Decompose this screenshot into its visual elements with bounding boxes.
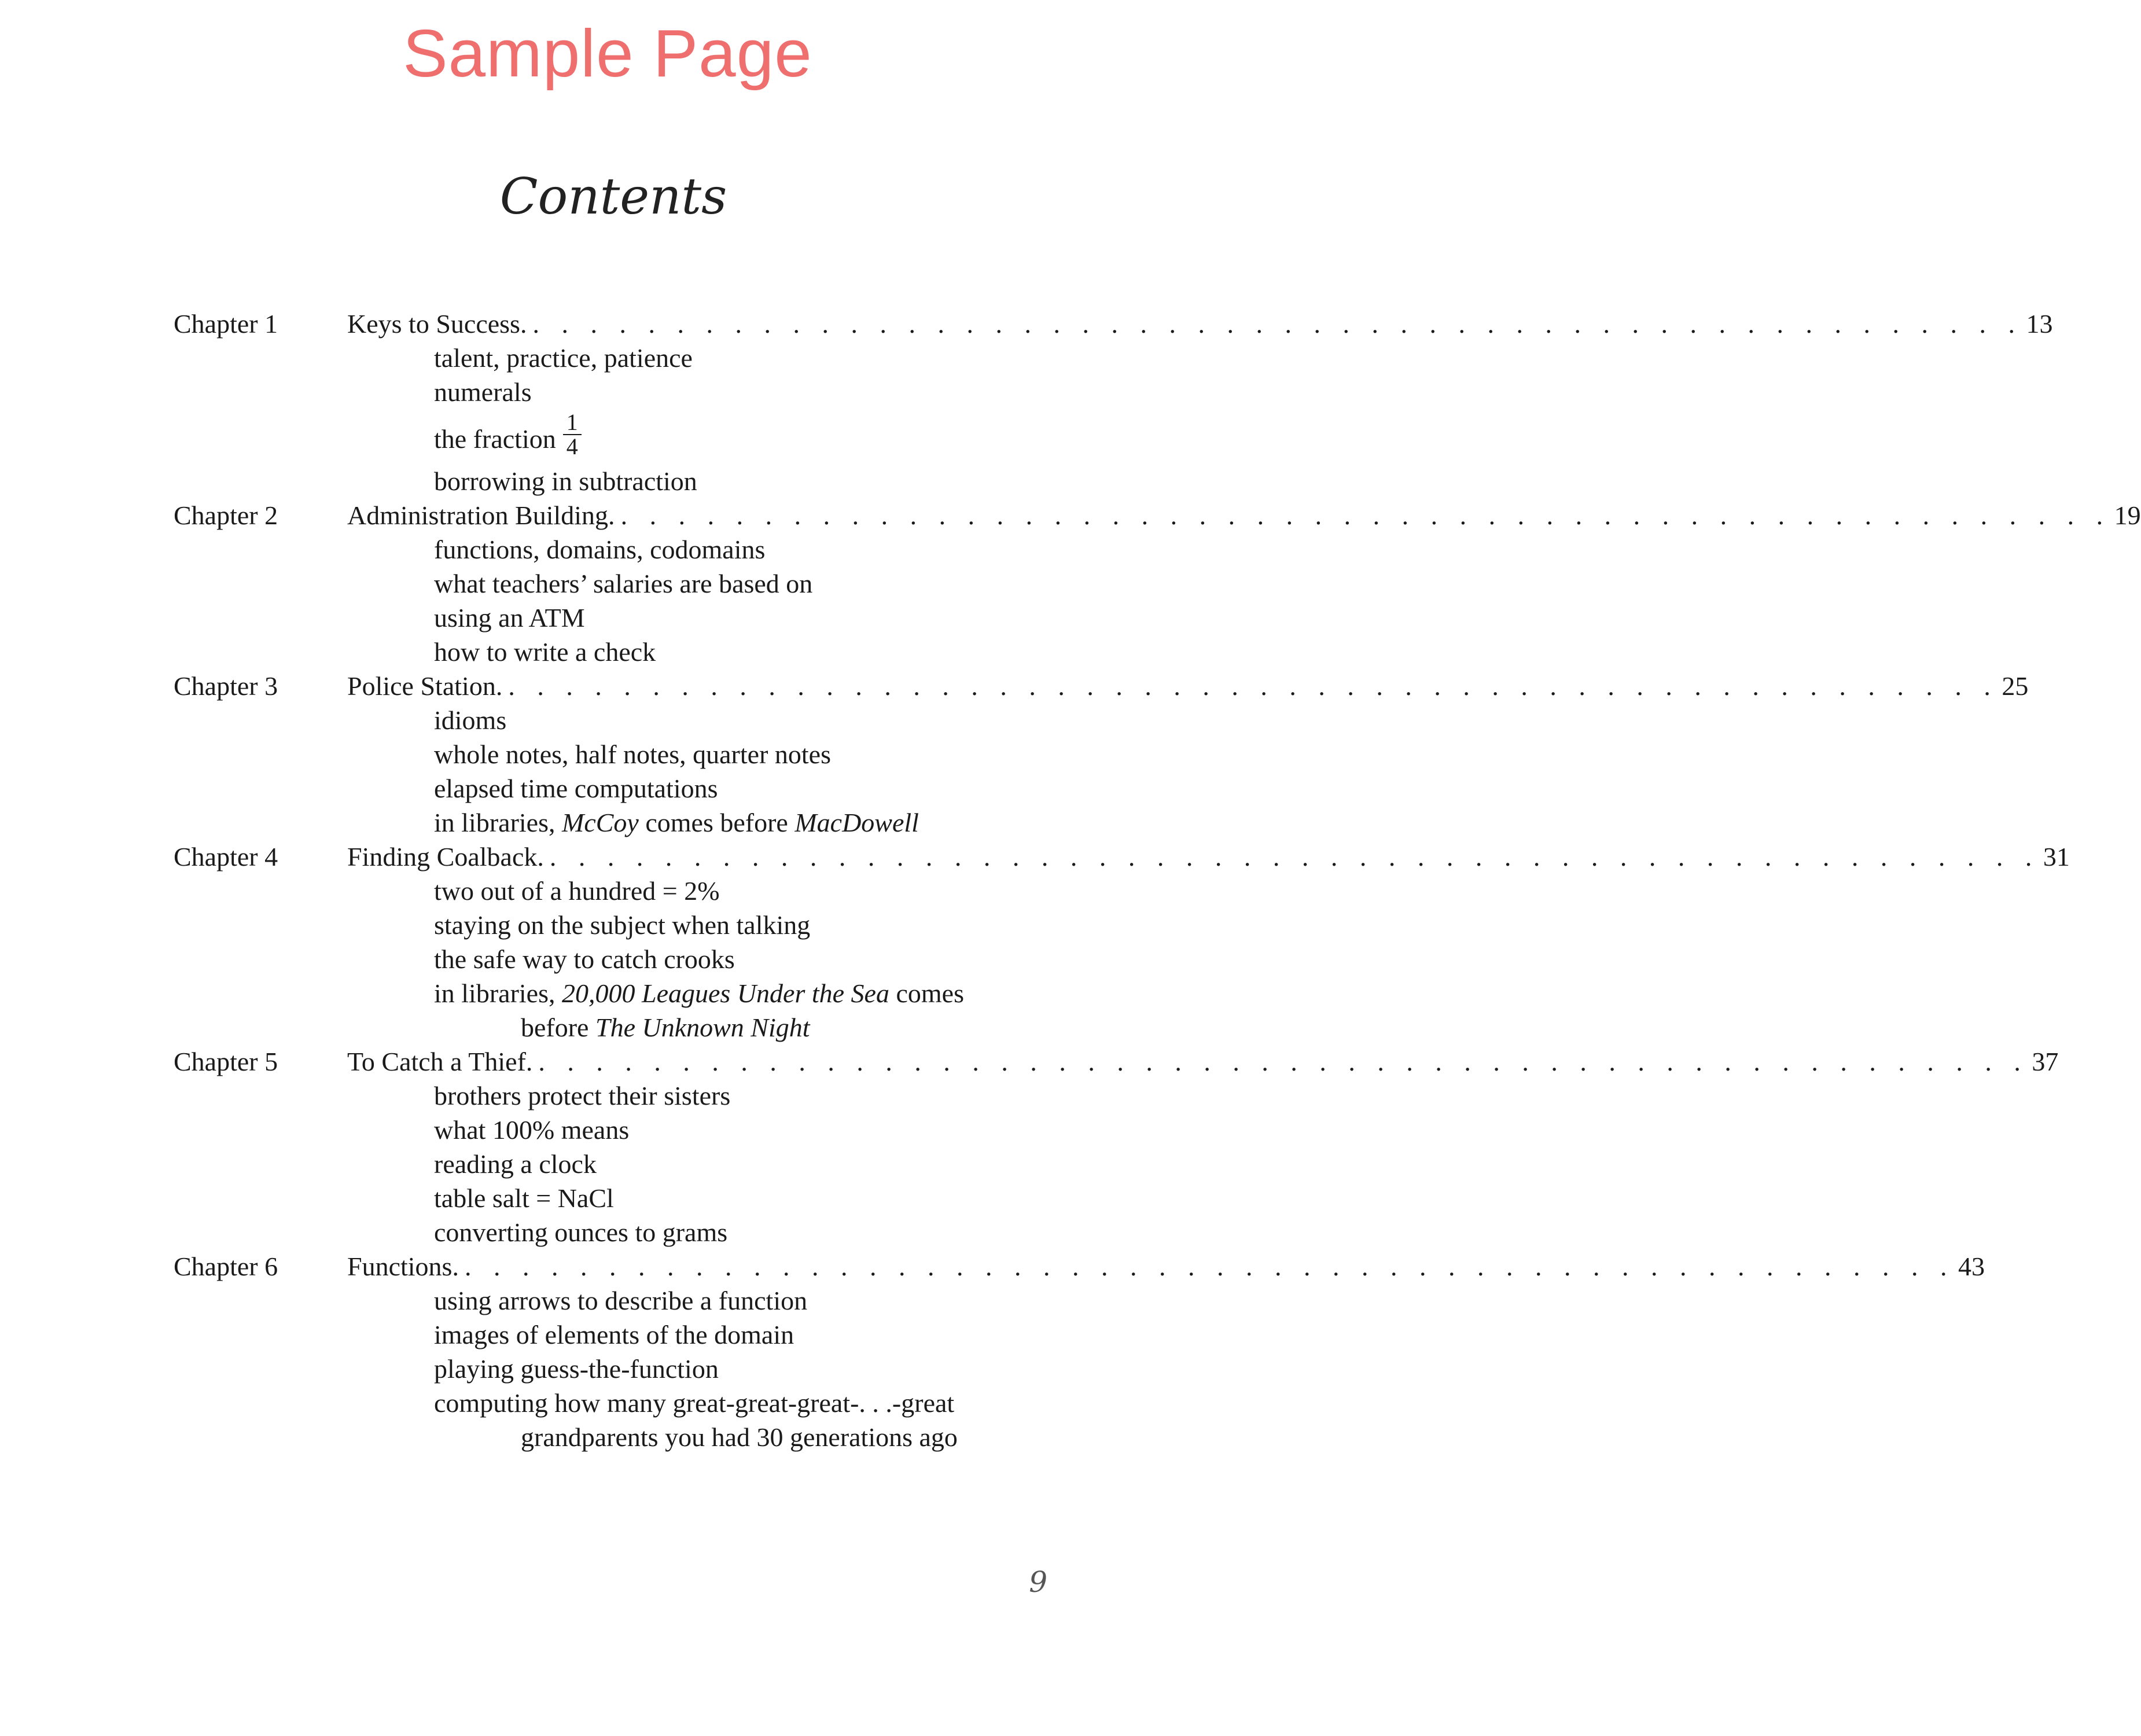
chapter-row[interactable] <box>174 1249 1985 1283</box>
contents-heading: Contents <box>499 168 727 226</box>
chapter-title: To Catch a Thief. <box>347 1047 533 1076</box>
topic-item: converting ounces to grams <box>434 1218 728 1247</box>
topic-item: computing how many great-great-great-. . .-great <box>434 1388 955 1418</box>
sample-page-watermark: Sample Page <box>403 16 812 91</box>
dot-leader: . . . . . . . . . . . . . . . . . . . . . . . . . . . . . . . . . . . . . . . . . . . . . . . . . . . . <box>464 1252 1955 1281</box>
dot-leader: . . . . . . . . . . . . . . . . . . . . . . . . . . . . . . . . . . . . . . . . . . . . . . . . . . . . <box>549 842 2040 871</box>
chapter-label: Chapter 3 <box>174 671 278 701</box>
topic-item: brothers protect their sisters <box>434 1081 731 1110</box>
chapter-title: Functions. <box>347 1252 459 1281</box>
topic-item: idioms <box>434 705 507 735</box>
topic-item: two out of a hundred = 2% <box>434 876 720 906</box>
topic-item: talent, practice, patience <box>434 343 693 373</box>
chapter-label: Chapter 5 <box>174 1047 278 1076</box>
chapter-page-number: 19 <box>2114 501 2141 530</box>
fraction-denominator: 4 <box>566 433 578 460</box>
chapter-title: Administration Building. <box>347 501 615 530</box>
book-title: MacDowell <box>794 808 919 837</box>
chapter-entry <box>174 840 2070 1044</box>
topic-item: whole notes, half notes, quarter notes <box>434 740 831 769</box>
book-title: McCoy <box>562 808 639 837</box>
topic-item: reading a clock <box>434 1149 597 1179</box>
topic-item: the safe way to catch crooks <box>434 944 735 974</box>
fraction <box>563 411 582 458</box>
topic-item <box>434 806 1042 840</box>
topic-item: elapsed time computations <box>434 774 718 803</box>
topic-item: functions, domains, codomains <box>434 535 766 564</box>
topic-text: in libraries, <box>434 808 562 837</box>
topic-continuation <box>521 1010 1042 1044</box>
topic-item <box>434 409 1042 464</box>
chapter-page-number: 37 <box>2032 1047 2059 1076</box>
dot-leader: . . . . . . . . . . . . . . . . . . . . . . . . . . . . . . . . . . . . . . . . . . . . . . . . . . . . <box>620 501 2111 530</box>
chapter-entry <box>174 669 2029 840</box>
chapter-label: Chapter 2 <box>174 501 278 530</box>
topic-item: using an ATM <box>434 603 585 632</box>
chapter-title: Finding Coalback. <box>347 842 544 871</box>
topic-item: how to write a check <box>434 637 656 667</box>
dot-leader: . . . . . . . . . . . . . . . . . . . . . . . . . . . . . . . . . . . . . . . . . . . . . . . . . . . . <box>532 309 2023 339</box>
chapter-label: Chapter 4 <box>174 842 278 871</box>
chapter-page-number: 13 <box>2026 309 2053 339</box>
chapter-row[interactable] <box>174 1044 2059 1079</box>
topic-item: table salt = NaCl <box>434 1183 614 1213</box>
chapter-page-number: 25 <box>2002 671 2029 701</box>
chapter-entry <box>174 307 2053 498</box>
chapter-page-number: 43 <box>1958 1252 1985 1281</box>
topic-text: comes <box>889 979 964 1008</box>
chapter-label: Chapter 6 <box>174 1252 278 1281</box>
chapter-entry <box>174 498 2141 669</box>
chapter-row[interactable] <box>174 840 2070 874</box>
topic-item: what 100% means <box>434 1115 630 1145</box>
table-of-contents <box>174 307 2141 1454</box>
chapter-title: Police Station. <box>347 671 503 701</box>
topic-text: the fraction <box>434 424 556 454</box>
book-title: The Unknown Night <box>595 1013 810 1042</box>
topic-item: playing guess-the-function <box>434 1354 719 1384</box>
chapter-row[interactable] <box>174 498 2141 532</box>
dot-leader: . . . . . . . . . . . . . . . . . . . . . . . . . . . . . . . . . . . . . . . . . . . . . . . . . . . . <box>538 1047 2029 1076</box>
chapter-row[interactable] <box>174 669 2029 703</box>
topic-text: in libraries, <box>434 979 562 1008</box>
chapter-label: Chapter 1 <box>174 309 278 339</box>
chapter-entry <box>174 1249 1985 1454</box>
chapter-title: Keys to Success. <box>347 309 527 339</box>
chapter-page-number: 31 <box>2043 842 2070 871</box>
chapter-row[interactable] <box>174 307 2053 341</box>
topic-item: borrowing in subtraction <box>434 466 697 496</box>
topic-item: using arrows to describe a function <box>434 1286 808 1315</box>
dot-leader: . . . . . . . . . . . . . . . . . . . . . . . . . . . . . . . . . . . . . . . . . . . . . . . . . . . . <box>508 671 1999 701</box>
topic-item: what teachers’ salaries are based on <box>434 569 813 598</box>
topic-item: images of elements of the domain <box>434 1320 794 1349</box>
topic-item: numerals <box>434 377 532 407</box>
topic-text: before <box>521 1013 595 1042</box>
topic-text: comes before <box>638 808 795 837</box>
fraction-numerator: 1 <box>563 411 582 435</box>
chapter-entry <box>174 1044 2059 1249</box>
topic-item <box>434 976 1042 1010</box>
book-title: 20,000 Leagues Under the Sea <box>562 979 889 1008</box>
topic-continuation: grandparents you had 30 generations ago <box>521 1422 958 1452</box>
page-number: 9 <box>1029 1565 1047 1599</box>
topic-item: staying on the subject when talking <box>434 910 811 940</box>
